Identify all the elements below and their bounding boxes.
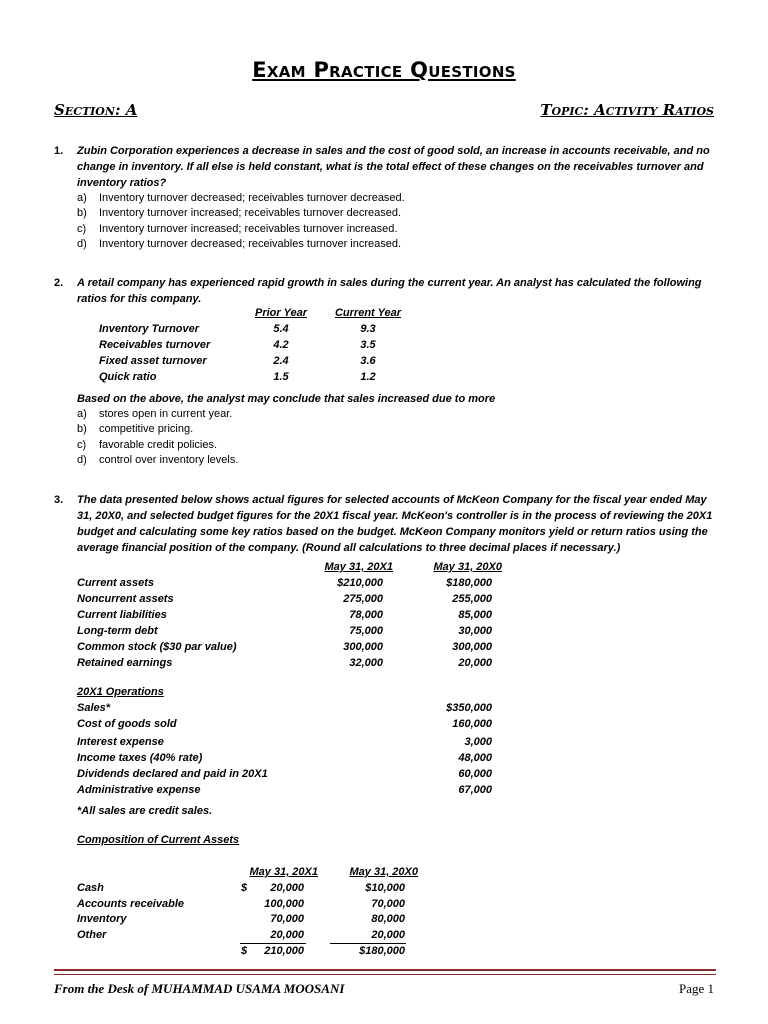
q3-ops-value: 67,000: [458, 784, 492, 796]
q2-col-current: Current Year: [334, 307, 402, 319]
q3-ops-value: 60,000: [458, 768, 492, 780]
q3-balance-20x1: 78,000: [349, 609, 383, 621]
section-label: Section: A: [54, 101, 138, 119]
footer-rule-thick: [54, 969, 716, 971]
q3-comp-20x0: 70,000: [371, 898, 405, 910]
q3-ops-value: 48,000: [458, 752, 492, 764]
q2-number: 2.: [54, 277, 64, 289]
q2-option-a: a) stores open in current year.: [77, 408, 233, 420]
q3-comp-20x0: 20,000: [371, 929, 405, 941]
q2-col-prior: Prior Year: [255, 307, 307, 319]
q2-row-prior: 2.4: [273, 355, 289, 367]
q3-comp-total-rule-20x1: [240, 943, 306, 944]
q3-balance-20x0: 30,000: [458, 625, 492, 637]
q2-text: A retail company has experienced rapid growth in sales during the current year. An analyst has calculated the following ratios for this company.: [77, 277, 702, 305]
page-number: Page 1: [678, 981, 714, 996]
q2-row-label: Receivables turnover: [99, 339, 211, 351]
q1-text: Zubin Corporation experiences a decrease in sales and the cost of good sold, an increase in accounts receivable, and no change in inventory. If all else is held constant, what is the total effect of these changes on the receivables turnover and inventory ratios?: [77, 145, 710, 189]
q2-conclusion: Based on the above, the analyst may conclude that sales increased due to more: [77, 393, 496, 405]
q3-balance-label: Common stock ($30 par value): [77, 641, 237, 653]
q2-row-prior: 5.4: [273, 323, 289, 335]
q3-ops-value: 3,000: [464, 736, 492, 748]
q3-text: The data presented below shows actual figures for selected accounts of McKeon Company for the fiscal year ended May 31, 20X0, and selected budget figures for the 20X1 fiscal year. McKeon's controller is in the process of reviewing the 20X1 budget and calculating some key ratios based on the budget. McKeon Company monitors yield or return ratios using the average financial position of the company. (Round all calculations to three decimal places if necessary.): [77, 494, 713, 554]
q3-balance-label: Current assets: [77, 577, 155, 589]
q3-comp-total-20x0: $180,000: [359, 945, 405, 957]
q3-comp-col-20x1: May 31, 20X1: [249, 866, 318, 878]
q2-row-current: 3.6: [360, 355, 376, 367]
q3-comp-total-rule-20x0: [330, 943, 406, 944]
q3-col-20x1: May 31, 20X1: [324, 561, 393, 573]
q3-balance-label: Retained earnings: [77, 657, 173, 669]
q3-balance-20x0: 85,000: [458, 609, 492, 621]
q3-balance-20x0: 255,000: [452, 593, 492, 605]
q3-ops-label: Dividends declared and paid in 20X1: [77, 768, 268, 780]
topic-label: Topic: Activity Ratios: [540, 101, 714, 119]
q3-ops-value: 160,000: [452, 718, 492, 730]
q3-col-20x0: May 31, 20X0: [433, 561, 502, 573]
q1-option-d: d) Inventory turnover decreased; receivables turnover increased.: [77, 237, 402, 250]
q3-ops-label: Administrative expense: [77, 784, 201, 796]
q3-comp-20x1: 20,000: [270, 882, 304, 894]
q2-row-label: Fixed asset turnover: [99, 355, 207, 367]
q3-balance-20x0: 20,000: [458, 657, 492, 669]
q3-comp-20x1: 100,000: [264, 898, 304, 910]
q3-ops-value: $350,000: [446, 702, 492, 714]
q3-note: *All sales are credit sales.: [77, 805, 213, 817]
q3-number: 3.: [54, 494, 64, 506]
q3-balance-20x1: $210,000: [337, 577, 383, 589]
q3-comp-label: Cash: [77, 882, 104, 894]
q3-comp-20x0: 80,000: [371, 913, 405, 925]
q2-option-c: c) favorable credit policies.: [77, 438, 218, 451]
q3-balance-label: Noncurrent assets: [77, 593, 174, 605]
footer-rule-thin: [54, 974, 716, 975]
q2-option-b: b) competitive pricing.: [77, 423, 194, 436]
q3-comp-label: Other: [77, 929, 107, 941]
footer-author: From the Desk of MUHAMMAD USAMA MOOSANI: [54, 981, 345, 996]
q2-row-current: 9.3: [360, 323, 376, 335]
q3-balance-label: Current liabilities: [77, 609, 167, 621]
q2-options: [77, 407, 697, 468]
q3-balance-20x1: 275,000: [343, 593, 383, 605]
q3-comp-total-20x1: 210,000: [264, 945, 304, 957]
q3-ops-label: Interest expense: [77, 736, 164, 748]
q2-row-current: 1.2: [360, 371, 376, 383]
q2-row-prior: 4.2: [273, 339, 289, 351]
q1-option-c: c) Inventory turnover increased; receivables turnover increased.: [77, 222, 398, 235]
q3-ops-label: Income taxes (40% rate): [77, 752, 203, 764]
q1-options: [77, 191, 697, 252]
q3-ops-label: Sales*: [77, 702, 111, 714]
q3-balance-20x1: 75,000: [349, 625, 383, 637]
q3-balance-20x0: 300,000: [452, 641, 492, 653]
q3-comp-heading: Composition of Current Assets: [77, 834, 240, 846]
q2-row-prior: 1.5: [273, 371, 289, 383]
q1-option-a: a) Inventory turnover decreased; receivables turnover decreased.: [77, 192, 405, 204]
q2-option-d: d) control over inventory levels.: [77, 453, 239, 466]
page-title: Exam Practice Questions: [252, 58, 516, 82]
q3-comp-20x0: $10,000: [365, 882, 405, 894]
q3-balance-20x1: 32,000: [349, 657, 383, 669]
q3-balance-20x0: $180,000: [446, 577, 492, 589]
q3-ops-heading: 20X1 Operations: [77, 686, 164, 698]
q3-comp-col-20x0: May 31, 20X0: [349, 866, 418, 878]
q3-balance-label: Long-term debt: [77, 625, 158, 637]
q1-option-b: b) Inventory turnover increased; receivables turnover decreased.: [77, 207, 402, 220]
q1-number: 1.: [54, 145, 64, 157]
q3-comp-20x1: 20,000: [270, 929, 304, 941]
q3-comp-label: Inventory: [77, 913, 127, 925]
q3-comp-total-dollar: $: [241, 945, 248, 957]
q2-row-label: Inventory Turnover: [99, 323, 200, 335]
q2-row-label: Quick ratio: [99, 371, 157, 383]
q3-balance-20x1: 300,000: [343, 641, 383, 653]
q3-comp-label: Accounts receivable: [77, 898, 184, 910]
q2-row-current: 3.5: [360, 339, 376, 351]
q3-comp-20x1: 70,000: [270, 913, 304, 925]
q3-comp-dollar: $: [241, 882, 248, 894]
q3-ops-label: Cost of goods sold: [77, 718, 177, 730]
